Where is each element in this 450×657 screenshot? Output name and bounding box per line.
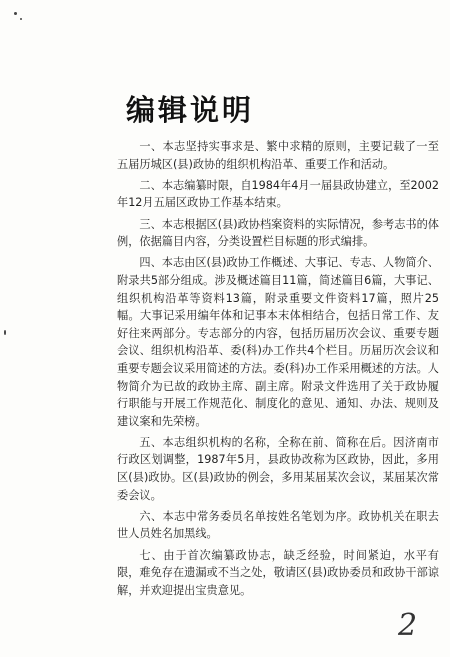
page-number: 2 bbox=[398, 608, 418, 643]
paragraph-6: 六、本志中常务委员名单按姓名笔划为序。政协机关在职去世人员姓名加黑线。 bbox=[117, 509, 439, 541]
scan-speck bbox=[4, 330, 6, 335]
scan-speck bbox=[14, 12, 17, 15]
paragraph-3: 三、本志根据区(县)政协档案资料的实际情况，参考志书的体例，依据篇目内容，分类设置栏目标题的形式编排。 bbox=[117, 217, 439, 249]
document-body bbox=[117, 138, 439, 603]
paragraph-1: 一、本志坚持实事求是、繁中求精的原则，主要记载了一至五届历城区(县)政协的组织机构沿革、重要工作和活动。 bbox=[117, 140, 439, 171]
scan-speck bbox=[20, 18, 22, 20]
paragraph-4: 四、本志由区(县)政协工作概述、大事记、专志、人物简介、附录共5部分组成。涉及概述篇目11篇，简述篇目6篇，大事记、组织机构沿革等资料13篇，附录重要文件资料17篇，照片25幅。大事记采用编年体和记事本末体相结合，包括日常工作、友好往来两部分。专志部分的内容，包括历届历次会议、重要专题会议、组织机构沿革、委(科)办工作共4个栏目。历届历次会议和重要专题会议采用简述的方法。委(科)办工作采用概述的方法。人物简介为已故的政协主席、副主席。附录文件选用了关于政协履行职能与开展工作规范化、制度化的意见、通知、办法、规则及建议案和先荣榜。 bbox=[117, 256, 439, 428]
page-title: 编辑说明 bbox=[126, 93, 255, 127]
paragraph-7: 七、由于首次编纂政协志，缺乏经验，时间紧迫，水平有限，难免存在遗漏或不当之处，敬请区(县)政协委员和政协干部谅解，并欢迎提出宝贵意见。 bbox=[117, 548, 439, 597]
paragraph-5: 五、本志组织机构的名称，全称在前、简称在后。因济南市行政区划调整，1987年5月，县政协改称为区政协，因此，多用区(县)政协。区(县)政协的例会，多用某届某次会议，某届某次常委会议。 bbox=[117, 435, 439, 502]
paragraph-2: 二、本志编纂时限，自1984年4月一届县政协建立，至2002年12月五届区政协工作基本结束。 bbox=[117, 178, 439, 210]
